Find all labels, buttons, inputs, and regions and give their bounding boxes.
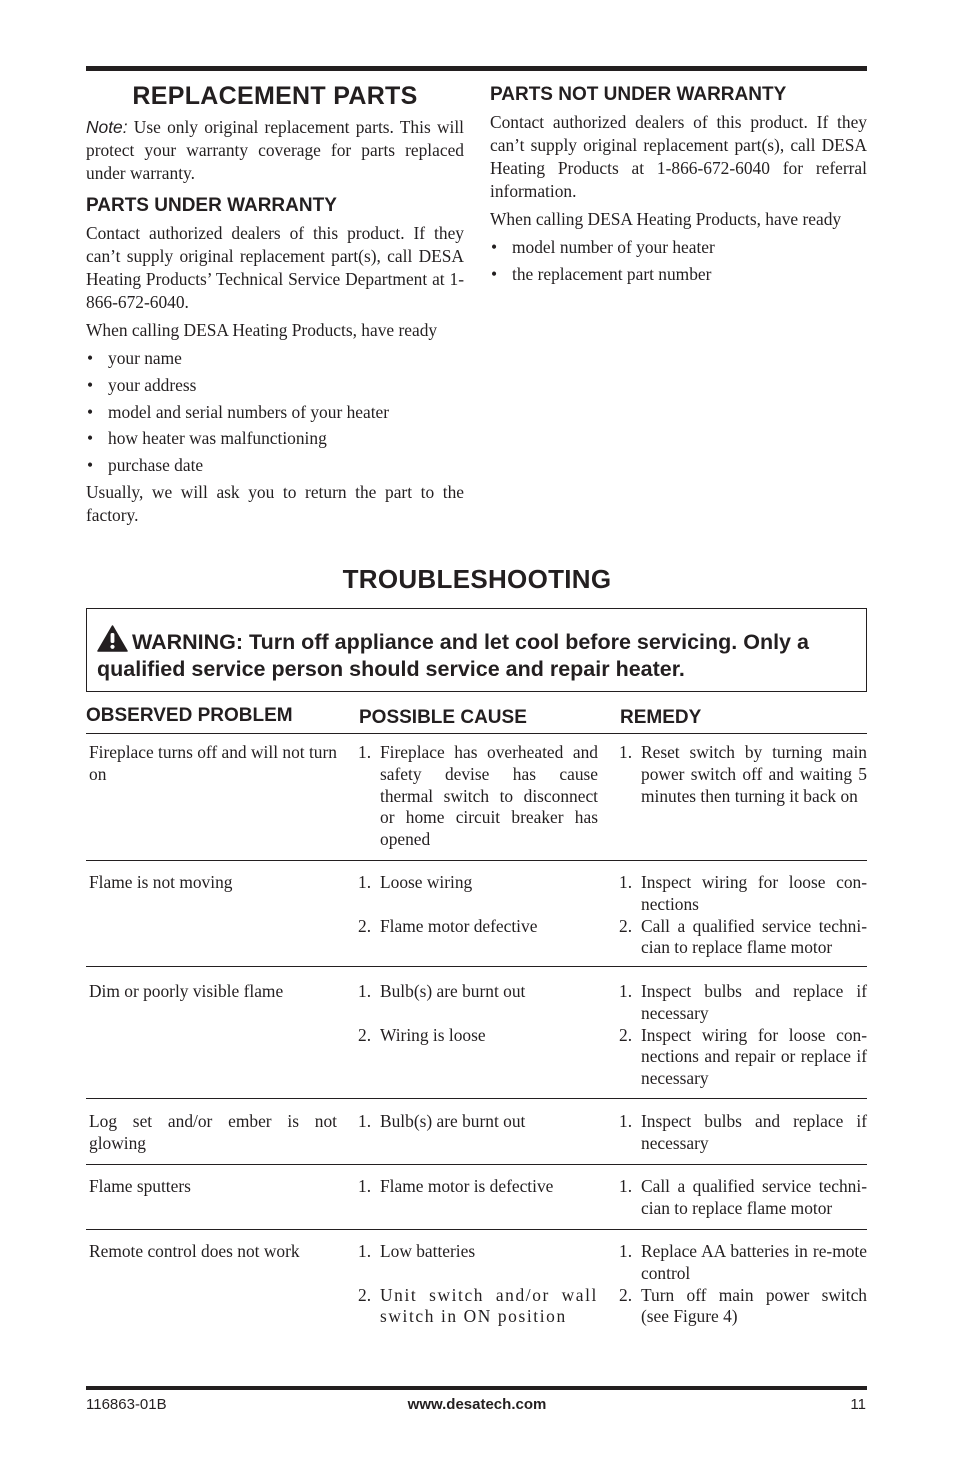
cause-cell [358,1176,598,1198]
top-rule [86,66,867,71]
item-number: 1. [358,872,372,892]
item-number: 1. [358,1241,372,1261]
footer-rule [86,1386,867,1390]
remedy-item [619,1111,867,1155]
item-text: Call a qualified service techni-cian to replace flame motor [641,915,867,958]
item-number: 1. [358,1111,372,1131]
cause-cell [358,1241,598,1328]
item-text: Turn off main power switch (see Figure 4) [641,1284,867,1327]
item-number: 1. [619,1241,633,1261]
remedy-item [619,742,867,807]
header-possible-cause: POSSIBLE CAUSE [359,707,527,728]
website-link[interactable]: www.desatech.com [407,1396,547,1413]
item-number: 1. [619,742,633,762]
remedy-cell [619,1241,867,1328]
item-number: 2. [358,1024,372,1045]
cause-item [358,1111,598,1133]
item-number: 1. [619,1111,633,1131]
item-number: 1. [358,981,372,1001]
list-item: • your address [86,374,464,397]
row-divider [86,1229,867,1230]
remedy-cell [619,872,867,959]
remedy-cell [619,1111,867,1155]
problem-cell: Fireplace turns off and will not turn on [89,742,337,784]
note-paragraph [86,116,464,185]
row-divider [86,860,867,861]
list-item: • purchase date [86,454,464,477]
remedy-item [619,1285,867,1329]
replacement-parts-title: REPLACEMENT PARTS [132,82,418,110]
under-warranty-para-1: Contact authorized dealers of this product. If they can’t supply original replacement part(s), call DESA Heating Products’ Technical Service Department at 1-866-672-6040. [86,223,464,312]
header-remedy: REMEDY [620,707,702,728]
troubleshooting-title: TROUBLESHOOTING [342,564,612,594]
item-text: Fireplace has overheated and safety devise has cause thermal switch to disconnect or home circuit breaker has opened [380,742,598,850]
cause-item [358,981,598,1003]
item-number: 2. [358,915,372,936]
note-text: Use only original replacement parts. This will protect your warranty coverage for parts replaced under warranty. [86,117,464,183]
list-item: • model and serial numbers of your heater [86,401,464,424]
row-divider [86,966,867,967]
not-under-warranty-para-2: When calling DESA Heating Products, have ready [490,209,842,229]
item-text: Inspect bulbs and replace if necessary [641,1111,867,1153]
cause-item [358,1241,598,1263]
item-number: 2. [619,1024,633,1045]
item-number: 1. [619,1176,633,1196]
remedy-item [619,1176,867,1220]
item-text: Loose wiring [380,872,473,892]
under-warranty-para-3: Usually, we will ask you to return the part to the factory. [86,482,464,526]
not-under-warranty-para-1: Contact authorized dealers of this product. If they can’t supply original replacement part(s), call DESA Heating Products at 1-866-672-6040 for referral information. [490,112,867,201]
cause-cell [358,1111,598,1133]
remedy-item [619,916,867,960]
cause-item [358,1176,598,1198]
item-text: Flame motor defective [380,915,538,936]
under-warranty-list [86,347,464,477]
remedy-cell [619,1176,867,1220]
cause-item [358,1285,598,1329]
item-number: 2. [619,1284,633,1305]
problem-cell: Dim or poorly visible flame [89,981,284,1001]
item-text: Inspect bulbs and replace if necessary [641,981,867,1023]
item-text: Replace AA batteries in re-mote control [641,1241,867,1283]
item-text: Inspect wiring for loose con-nections [641,872,867,914]
warning-text: WARNING: Turn off appliance and let cool before servicing. Only a qualified service person should service and repair heater. [97,630,809,681]
cause-item [358,916,598,938]
item-number: 2. [619,915,633,936]
item-text: Unit switch and/or wall switch in ON position [380,1284,598,1327]
item-text: Low batteries [380,1241,476,1261]
item-number: 1. [619,981,633,1001]
remedy-cell [619,981,867,1090]
under-warranty-para-2: When calling DESA Heating Products, have ready [86,320,438,340]
parts-under-warranty-heading: PARTS UNDER WARRANTY [86,195,337,216]
parts-not-under-warranty-heading: PARTS NOT UNDER WARRANTY [490,84,787,105]
item-text: Bulb(s) are burnt out [380,1111,526,1131]
item-text: Reset switch by turning main power switch off and waiting 5 minutes then turning it back on [641,742,867,806]
list-item: • model number of your heater [490,236,867,259]
list-item: • your name [86,347,464,370]
warning-triangle-icon [97,625,128,652]
page-number: 11 [850,1396,866,1413]
row-divider [86,1098,867,1099]
cause-cell [358,742,598,851]
warning-box [86,608,867,692]
document-number: 116863-01B [86,1396,167,1413]
remedy-item [619,1241,867,1285]
remedy-cell [619,742,867,807]
header-observed-problem: OBSERVED PROBLEM [86,705,293,726]
item-number: 2. [358,1284,372,1305]
cause-item [358,1025,598,1047]
item-number: 1. [619,872,633,892]
note-label: Note: [86,117,128,137]
item-text: Flame motor is defective [380,1176,554,1196]
cause-cell [358,981,598,1046]
remedy-item [619,981,867,1025]
list-item: • how heater was malfunctioning [86,427,464,450]
table-header-rule [86,733,867,734]
not-under-warranty-list [490,236,867,286]
problem-cell: Flame is not moving [89,872,233,892]
parts-not-under-warranty-column [490,78,867,290]
cause-item [358,742,598,851]
row-divider [86,1164,867,1165]
problem-cell: Remote control does not work [89,1241,300,1261]
problem-cell: Flame sputters [89,1176,191,1196]
item-text: Bulb(s) are burnt out [380,981,526,1001]
problem-cell: Log set and/or ember is not glowing [89,1111,337,1153]
cause-item [358,872,598,894]
remedy-item [619,1025,867,1090]
item-text: Wiring is loose [380,1024,486,1045]
item-text: Inspect wiring for loose con-nections and repair or replace if necessary [641,1024,867,1089]
list-item: • the replacement part number [490,263,867,286]
item-number: 1. [358,742,372,762]
replacement-parts-column [86,78,464,532]
item-number: 1. [358,1176,372,1196]
warning-message [97,625,862,683]
parts-under-warranty-section [86,194,464,527]
item-text: Call a qualified service techni-cian to replace flame motor [641,1176,867,1218]
cause-cell [358,872,598,937]
remedy-item [619,872,867,916]
